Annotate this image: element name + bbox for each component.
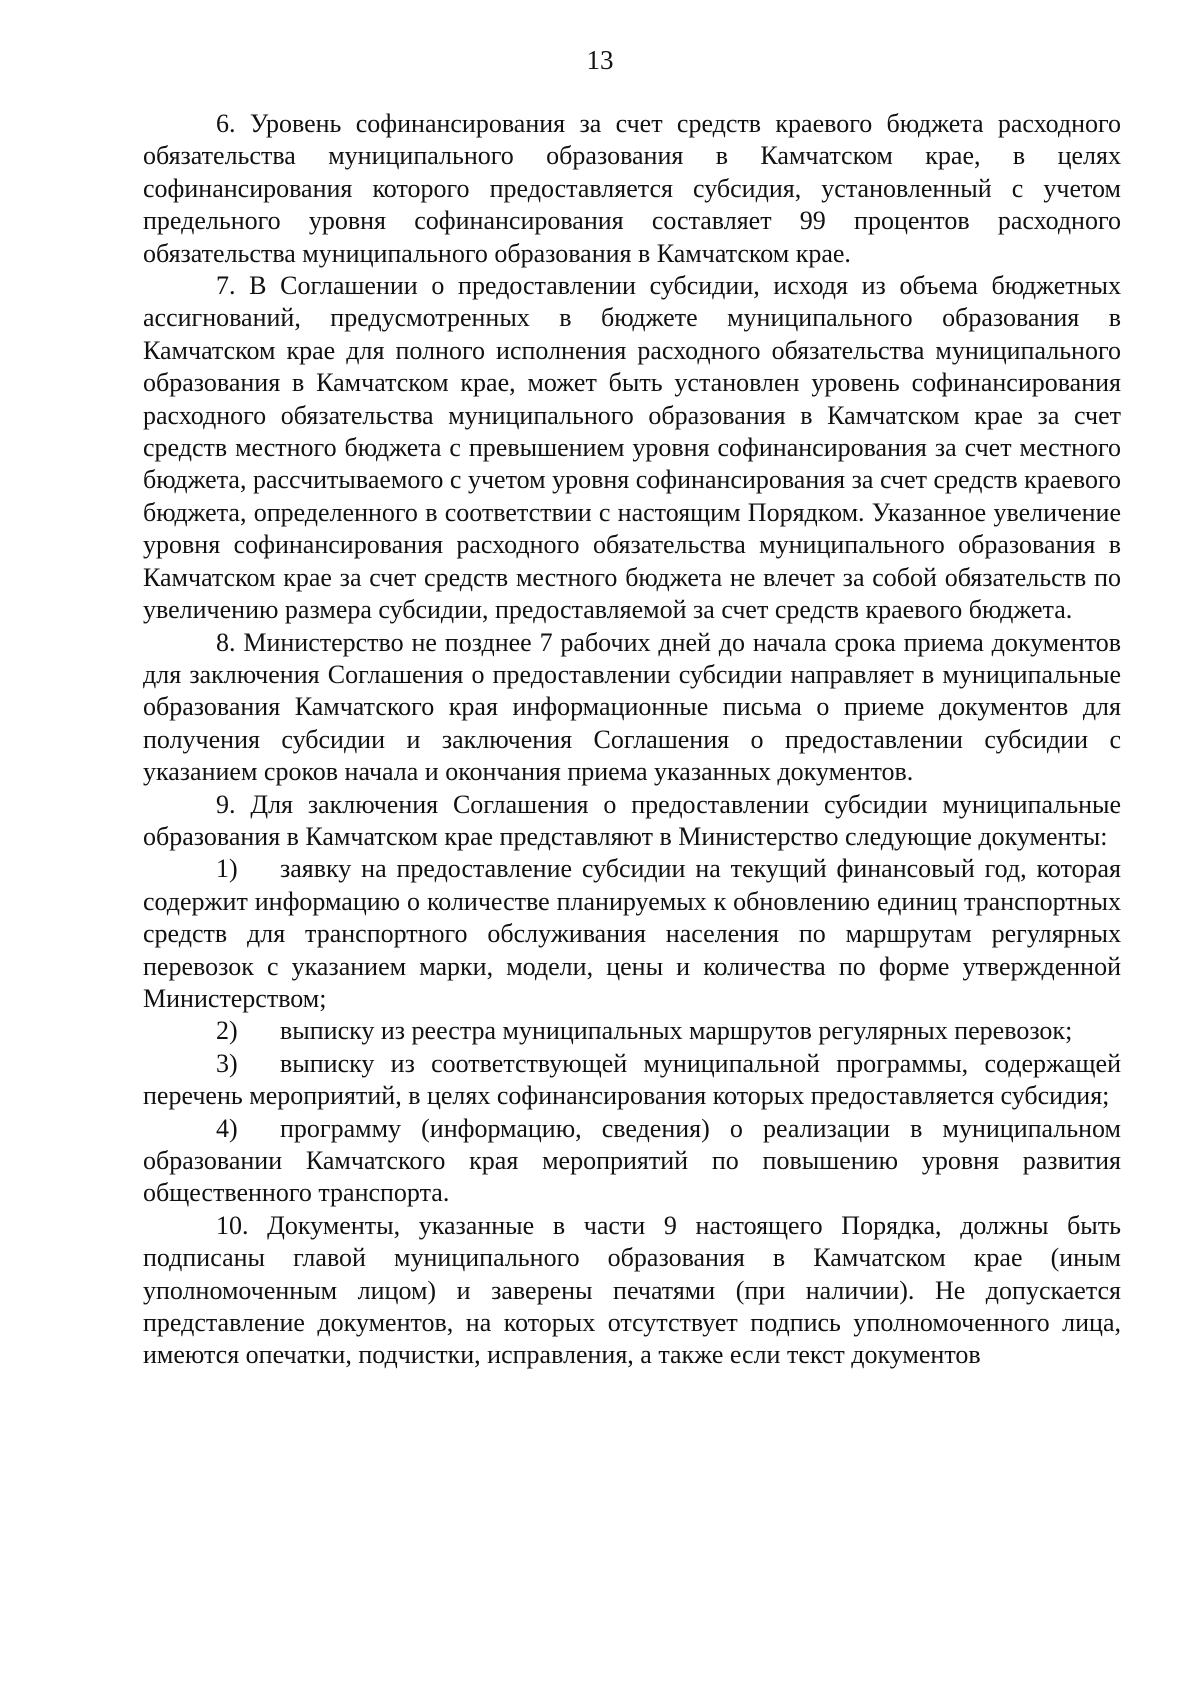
- paragraph-9: 9. Для заключения Соглашения о предоставлении субсидии муниципальные образования в Камчатском крае представляют в Министерство следующие документы:: [143, 789, 1121, 851]
- paragraph-10: 10. Документы, указанные в части 9 настоящего Порядка, должны быть подписаны главой муниципального образования в Камчатском крае (иным уполномоченным лицом) и заверены печатями (при наличии). Не допускается представление документов, на которых отсутствует подпись уполномоченного лица, имеются опечатки, подчистки, исправления, а также если текст документов: [143, 1210, 1121, 1370]
- document-body: [143, 108, 1121, 1372]
- list-item-text: выписку из соответствующей муниципальной программы, содержащей перечень мероприятий, в целях софинансирования которых предоставляется субсидия;: [143, 1048, 1121, 1111]
- list-item-4: [143, 1113, 1121, 1210]
- list-item-number: 3): [216, 1048, 238, 1078]
- list-item-text: программу (информацию, сведения) о реализации в муниципальном образовании Камчатского края мероприятий по повышению уровня развития общественного транспорта.: [143, 1113, 1121, 1208]
- list-item-number: 1): [216, 854, 238, 884]
- paragraph-6: 6. Уровень софинансирования за счет средств краевого бюджета расходного обязательства муниципального образования в Камчатском крае, в целях софинансирования которого предоставляется субсидия, установленный с учетом предельного уровня софинансирования составляет 99 процентов расходного обязательства муниципального образования в Камчатском крае.: [143, 109, 1121, 268]
- page-number: 13: [586, 45, 614, 75]
- list-item-3: [143, 1048, 1121, 1113]
- paragraph-7: 7. В Соглашении о предоставлении субсидии, исходя из объема бюджетных ассигнований, предусмотренных в бюджете муниципального образования в Камчатском крае для полного исполнения расходного обязательства муниципального образования в Камчатском крае, может быть установлен уровень софинансирования расходного обязательства муниципального образования в Камчатском крае за счет средств местного бюджета с превышением уровня софинансирования за счет местного бюджета, рассчитываемого с учетом уровня софинансирования за счет средств краевого бюджета, определенного в соответствии с настоящим Порядком. Указанное увеличение уровня софинансирования расходного обязательства муниципального образования в Камчатском крае за счет средств местного бюджета не влечет за собой обязательств по увеличению размера субсидии, предоставляемой за счет средств краевого бюджета.: [143, 271, 1121, 625]
- list-item-number: 2): [216, 1016, 238, 1046]
- list-item-2: [143, 1015, 1121, 1047]
- list-item-text: заявку на предоставление субсидии на текущий финансовый год, которая содержит информацию о количестве планируемых к обновлению единиц транспортных средств для транспортного обслуживания населения по маршрутам регулярных перевозок с указанием марки, модели, цены и количества по форме утвержденной Министерством;: [143, 854, 1121, 1013]
- paragraph-8: 8. Министерство не позднее 7 рабочих дней до начала срока приема документов для заключения Соглашения о предоставлении субсидии направляет в муниципальные образования Камчатского края информационные письма о приеме документов для получения субсидии и заключения Соглашения о предоставлении субсидии с указанием сроков начала и окончания приема указанных документов.: [143, 627, 1121, 787]
- list-item-1: [143, 853, 1121, 1015]
- list-item-number: 4): [216, 1113, 238, 1143]
- list-item-text: выписку из реестра муниципальных маршрутов регулярных перевозок;: [280, 1016, 1073, 1046]
